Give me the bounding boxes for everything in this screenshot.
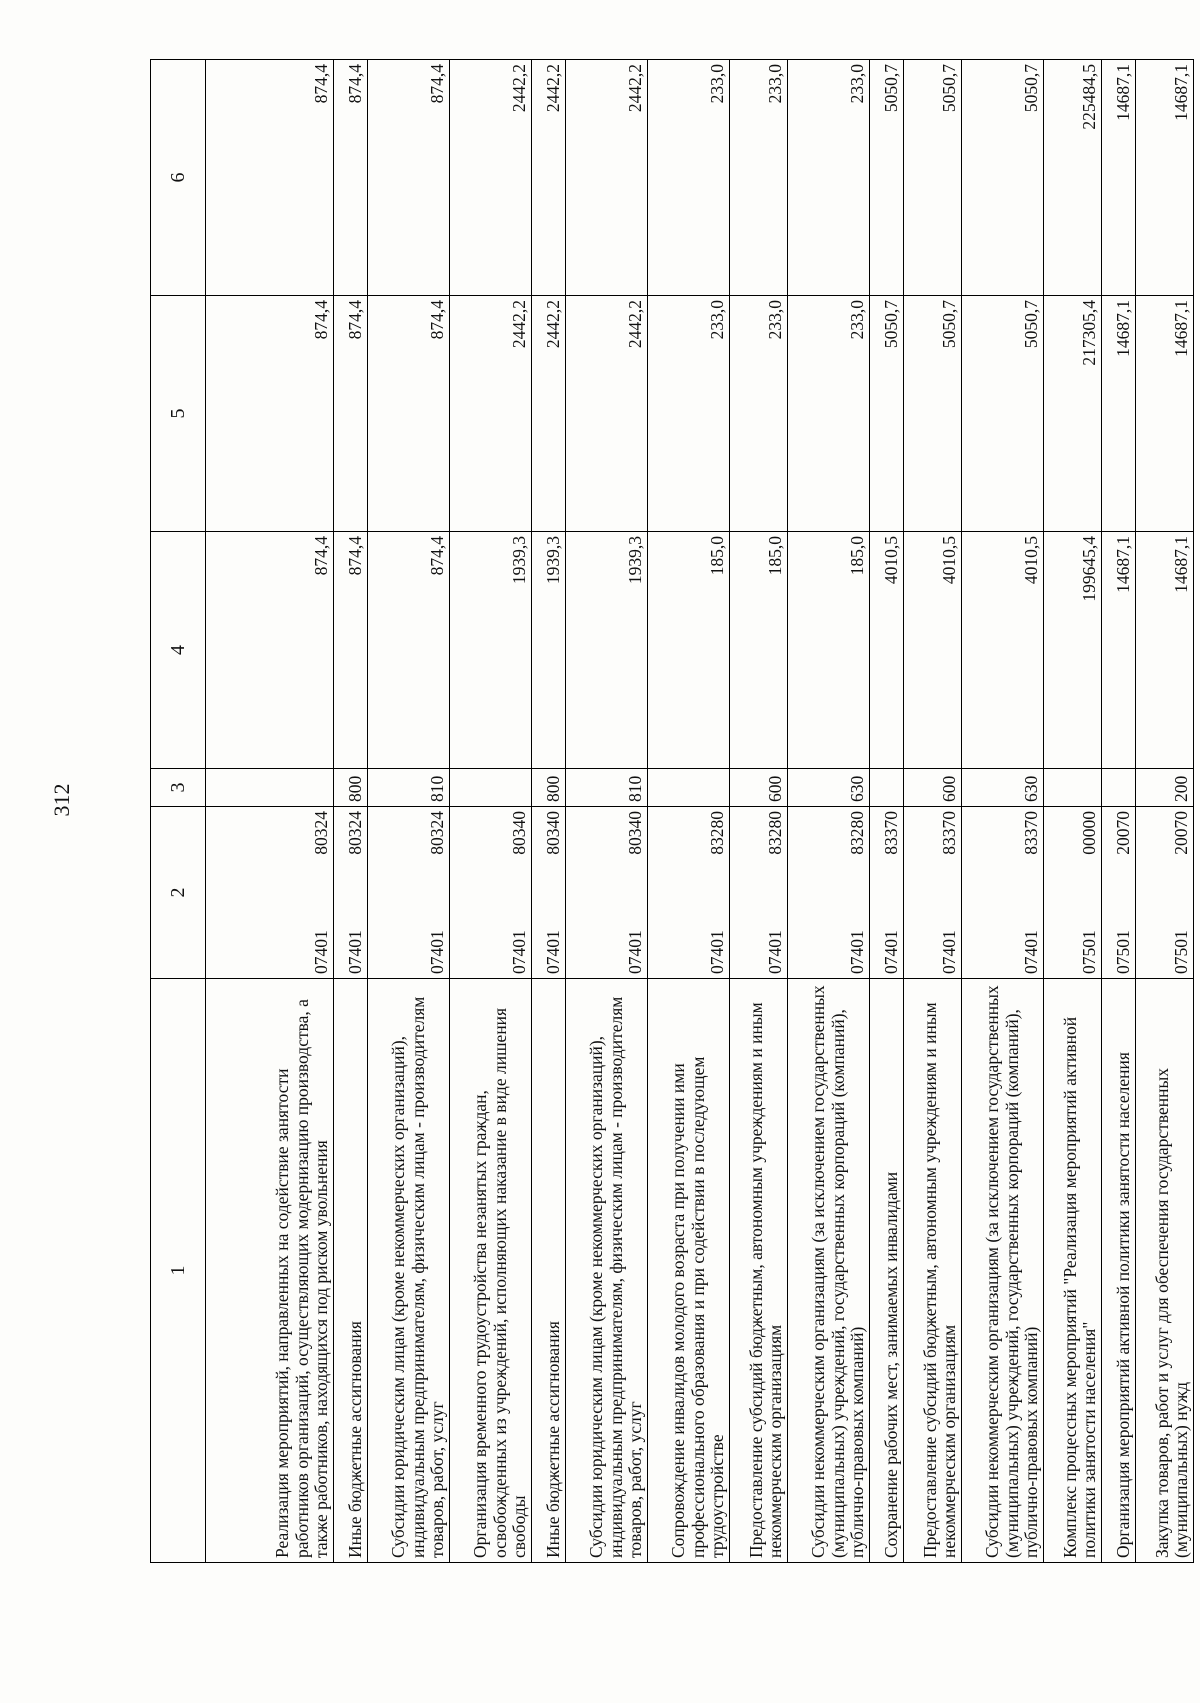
row-code [368, 807, 450, 979]
row-code-program: 07401 [707, 930, 728, 974]
row-expense-type [870, 769, 904, 807]
table-row [962, 60, 1044, 1563]
table-row [870, 60, 904, 1563]
row-value-col6: 225484,5 [1044, 60, 1102, 296]
row-expense-type: 600 [730, 769, 788, 807]
row-value-col5: 2442,2 [532, 296, 566, 532]
row-value-col4: 185,0 [648, 532, 730, 769]
row-expense-type: 630 [788, 769, 870, 807]
table-row [648, 60, 730, 1563]
row-value-col6: 2442,2 [566, 60, 648, 296]
row-value-col4: 4010,5 [870, 532, 904, 769]
row-value-col5: 233,0 [648, 296, 730, 532]
row-code-direction: 83280 [765, 811, 786, 855]
row-value-col6: 874,4 [368, 60, 450, 296]
row-value-col4: 1939,3 [566, 532, 648, 769]
table-row [1102, 60, 1136, 1563]
row-name: Реализация мероприятий, направленных на содействие занятости работников организаций, осуществляющих модернизацию производства, а также работников, находящихся под риском увольнения [206, 979, 334, 1563]
row-value-col5: 233,0 [788, 296, 870, 532]
row-value-col5: 2442,2 [450, 296, 532, 532]
table-row [1044, 60, 1102, 1563]
row-code [334, 807, 368, 979]
row-value-col5: 217305,4 [1044, 296, 1102, 532]
row-name: Организация мероприятий активной политики занятости населения [1102, 979, 1136, 1563]
row-expense-type: 630 [962, 769, 1044, 807]
row-value-col6: 233,0 [648, 60, 730, 296]
table-row [566, 60, 648, 1563]
row-value-col4: 874,4 [368, 532, 450, 769]
row-code-direction: 83370 [939, 811, 960, 855]
row-name: Сохранение рабочих мест, занимаемых инвалидами [870, 979, 904, 1563]
header-col-2: 2 [151, 807, 206, 979]
row-code [730, 807, 788, 979]
row-name: Иные бюджетные ассигнования [532, 979, 566, 1563]
row-code-program: 07501 [1171, 930, 1192, 974]
row-code-program: 07401 [881, 930, 902, 974]
budget-table [150, 59, 1194, 1563]
row-code-program: 07401 [1021, 930, 1042, 974]
table-row [206, 60, 334, 1563]
row-name: Субсидии некоммерческим организациям (за исключением государственных (муниципальных) учреждений, государственных корпораций (компаний), публично-правовых компаний) [788, 979, 870, 1563]
row-code-program: 07401 [847, 930, 868, 974]
row-code [450, 807, 532, 979]
table-row [904, 60, 962, 1563]
table-row [788, 60, 870, 1563]
row-code-direction: 80324 [427, 811, 448, 855]
row-code-direction: 20070 [1113, 811, 1134, 855]
row-code-program: 07401 [625, 930, 646, 974]
row-value-col6: 2442,2 [450, 60, 532, 296]
row-code [1102, 807, 1136, 979]
row-value-col6: 874,4 [334, 60, 368, 296]
row-value-col6: 233,0 [730, 60, 788, 296]
table-row [1136, 60, 1194, 1563]
row-value-col6: 5050,7 [904, 60, 962, 296]
row-code-direction: 80324 [311, 811, 332, 855]
row-value-col4: 874,4 [206, 532, 334, 769]
row-code-program: 07401 [427, 930, 448, 974]
row-name: Субсидии юридическим лицам (кроме некоммерческих организаций), индивидуальным предпринимателям, физическим лицам - производителям товаров, работ, услуг [368, 979, 450, 1563]
row-value-col4: 1939,3 [450, 532, 532, 769]
row-code-direction: 83370 [1021, 811, 1042, 855]
table-row [368, 60, 450, 1563]
row-code-direction: 83280 [707, 811, 728, 855]
row-code-direction: 20070 [1171, 811, 1192, 855]
row-value-col4: 1939,3 [532, 532, 566, 769]
row-expense-type: 200 [1136, 769, 1194, 807]
row-name: Комплекс процессных мероприятий "Реализация мероприятий активной политики занятости населения" [1044, 979, 1102, 1563]
table-row [450, 60, 532, 1563]
row-expense-type: 600 [904, 769, 962, 807]
header-col-5: 5 [151, 296, 206, 532]
row-name: Предоставление субсидий бюджетным, автономным учреждениям и иным некоммерческим организациям [730, 979, 788, 1563]
row-value-col5: 5050,7 [870, 296, 904, 532]
table-row [334, 60, 368, 1563]
row-code [532, 807, 566, 979]
row-code [566, 807, 648, 979]
row-value-col5: 14687,1 [1102, 296, 1136, 532]
row-value-col6: 14687,1 [1136, 60, 1194, 296]
row-code [1136, 807, 1194, 979]
row-value-col5: 2442,2 [566, 296, 648, 532]
row-code-direction: 80324 [345, 811, 366, 855]
table-row [532, 60, 566, 1563]
row-code [904, 807, 962, 979]
row-value-col6: 14687,1 [1102, 60, 1136, 296]
row-code-program: 07401 [345, 930, 366, 974]
row-code [788, 807, 870, 979]
row-code-direction: 80340 [509, 811, 530, 855]
row-expense-type [1102, 769, 1136, 807]
row-name: Предоставление субсидий бюджетным, автономным учреждениям и иным некоммерческим организациям [904, 979, 962, 1563]
row-code-direction: 00000 [1079, 811, 1100, 855]
row-expense-type [450, 769, 532, 807]
row-code-direction: 80340 [625, 811, 646, 855]
row-code-program: 07401 [509, 930, 530, 974]
row-code [962, 807, 1044, 979]
page-number: 312 [49, 783, 74, 817]
row-code-program: 07401 [311, 930, 332, 974]
row-code-direction: 83280 [847, 811, 868, 855]
row-value-col5: 233,0 [730, 296, 788, 532]
row-code-program: 07401 [765, 930, 786, 974]
row-value-col5: 874,4 [368, 296, 450, 532]
row-value-col6: 5050,7 [962, 60, 1044, 296]
row-code-program: 07401 [543, 930, 564, 974]
row-value-col6: 2442,2 [532, 60, 566, 296]
row-code [1044, 807, 1102, 979]
row-code-program: 07501 [1113, 930, 1134, 974]
row-code-program: 07501 [1079, 930, 1100, 974]
row-value-col5: 5050,7 [904, 296, 962, 532]
row-expense-type: 810 [368, 769, 450, 807]
row-name: Иные бюджетные ассигнования [334, 979, 368, 1563]
header-col-4: 4 [151, 532, 206, 769]
row-value-col4: 14687,1 [1102, 532, 1136, 769]
row-value-col4: 185,0 [788, 532, 870, 769]
table-body [206, 60, 1194, 1563]
row-code [206, 807, 334, 979]
row-value-col4: 14687,1 [1136, 532, 1194, 769]
row-expense-type: 800 [334, 769, 368, 807]
row-code [648, 807, 730, 979]
row-value-col5: 14687,1 [1136, 296, 1194, 532]
row-value-col6: 5050,7 [870, 60, 904, 296]
row-name: Организация временного трудоустройства незанятых граждан, освобожденных из учреждений, исполняющих наказание в виде лишения свободы [450, 979, 532, 1563]
row-value-col4: 874,4 [334, 532, 368, 769]
row-name: Субсидии юридическим лицам (кроме некоммерческих организаций), индивидуальным предпринимателям, физическим лицам - производителям товаров, работ, услуг [566, 979, 648, 1563]
row-value-col6: 874,4 [206, 60, 334, 296]
row-name: Сопровождение инвалидов молодого возраста при получении ими профессионального образования и при содействии в последующем трудоустройстве [648, 979, 730, 1563]
row-code [870, 807, 904, 979]
row-expense-type [1044, 769, 1102, 807]
row-value-col4: 185,0 [730, 532, 788, 769]
header-col-1: 1 [151, 979, 206, 1563]
row-name: Закупка товаров, работ и услуг для обеспечения государственных (муниципальных) нужд [1136, 979, 1194, 1563]
row-expense-type [648, 769, 730, 807]
table-row [730, 60, 788, 1563]
row-code-direction: 80340 [543, 811, 564, 855]
row-expense-type: 810 [566, 769, 648, 807]
row-value-col5: 5050,7 [962, 296, 1044, 532]
row-value-col4: 4010,5 [904, 532, 962, 769]
header-col-6: 6 [151, 60, 206, 296]
row-value-col4: 199645,4 [1044, 532, 1102, 769]
table-container [150, 60, 1192, 1563]
row-value-col5: 874,4 [206, 296, 334, 532]
row-value-col4: 4010,5 [962, 532, 1044, 769]
row-expense-type [206, 769, 334, 807]
row-value-col6: 233,0 [788, 60, 870, 296]
row-name: Субсидии некоммерческим организациям (за исключением государственных (муниципальных) учреждений, государственных корпораций (компаний), публично-правовых компаний) [962, 979, 1044, 1563]
row-code-program: 07401 [939, 930, 960, 974]
header-col-3: 3 [151, 769, 206, 807]
row-expense-type: 800 [532, 769, 566, 807]
row-value-col5: 874,4 [334, 296, 368, 532]
table-header-row [151, 60, 206, 1563]
row-code-direction: 83370 [881, 811, 902, 855]
